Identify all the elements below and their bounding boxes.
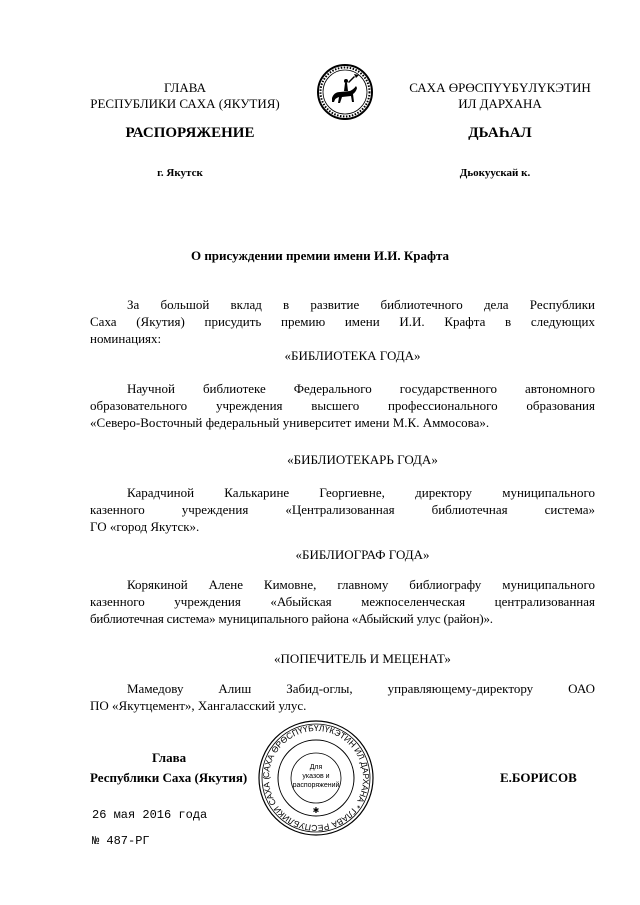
intro-line2: Саха (Якутия) присудить премию имени И.И. Крафта в следующих bbox=[90, 314, 595, 329]
header-right-line2: ИЛ ДАРХАНА bbox=[458, 96, 542, 111]
city-left: г. Якутск bbox=[157, 167, 203, 179]
signature-title-line1: Глава bbox=[152, 750, 187, 765]
seal-ring-text: САХА ӨРӨСПҮҮБҮЛҮКЭТИН ИЛ ДАРХАНА * ГЛАВА РЕСПУБЛИКИ САХА ( bbox=[260, 722, 372, 834]
seal-center-line3: распоряжений bbox=[292, 782, 340, 789]
intro-line3: номинациях: bbox=[90, 331, 162, 346]
official-seal-stamp bbox=[256, 718, 376, 838]
nomination-line: Корякиной Алене Кимовне, главному библиографу муниципального bbox=[127, 577, 595, 592]
nomination-heading: «БИБЛИОТЕКА ГОДА» bbox=[284, 348, 421, 363]
signature-name: Е.БОРИСОВ bbox=[500, 770, 577, 785]
nomination-heading: «ПОПЕЧИТЕЛЬ И МЕЦЕНАТ» bbox=[274, 651, 451, 666]
nomination-line: ГО «город Якутск». bbox=[90, 519, 200, 534]
nomination-line: Мамедову Алиш Забид-оглы, управляющему-директору ОАО bbox=[127, 681, 595, 696]
nomination-line: казенного учреждения «Централизованная библиотечная система» bbox=[90, 502, 595, 517]
seal-center-line1: Для bbox=[309, 764, 323, 771]
doc-type-left: РАСПОРЯЖЕНИЕ bbox=[125, 125, 255, 141]
document-title: О присуждении премии имени И.И. Крафта bbox=[190, 248, 450, 263]
nomination-line: Научной библиотеке Федерального государственного автономного bbox=[127, 381, 595, 396]
header-left-line1: ГЛАВА bbox=[164, 80, 206, 95]
sakha-coat-of-arms-icon bbox=[310, 62, 380, 122]
nomination-heading: «БИБЛИОГРАФ ГОДА» bbox=[295, 547, 430, 562]
city-right: Дьокуускай к. bbox=[459, 167, 531, 179]
nomination-line: ПО «Якутцемент», Хангаласский улус. bbox=[90, 698, 307, 713]
seal-center-line2: указов и bbox=[302, 773, 330, 780]
signature-title-line2: Республики Саха (Якутия) bbox=[90, 770, 248, 785]
nomination-heading: «БИБЛИОТЕКАРЬ ГОДА» bbox=[287, 452, 438, 467]
intro-line1: За большой вклад в развитие библиотечного дела Республики bbox=[127, 297, 595, 312]
svg-text:✱: ✱ bbox=[312, 806, 320, 815]
header-right-line1: САХА ӨРӨСПҮҮБҮЛҮКЭТИН bbox=[409, 80, 591, 95]
nomination-line: образовательного учреждения высшего профессионального образования bbox=[90, 398, 595, 413]
nomination-line: «Северо-Восточный федеральный университет имени М.К. Аммосова». bbox=[90, 415, 490, 430]
nomination-line: библиотечная система» муниципального района «Абыйский улус (район)». bbox=[90, 611, 493, 626]
nomination-line: казенного учреждения «Абыйская межпоселенческая централизованная bbox=[90, 594, 595, 609]
nomination-line: Карадчиной Калькарине Георгиевне, директору муниципального bbox=[127, 485, 595, 500]
document-date: 26 мая 2016 года bbox=[92, 808, 208, 822]
document-number: № 487-РГ bbox=[92, 834, 150, 848]
header-left-line2: РЕСПУБЛИКИ САХА (ЯКУТИЯ) bbox=[90, 96, 280, 111]
doc-type-right: ДЬАҺАЛ bbox=[468, 125, 532, 141]
